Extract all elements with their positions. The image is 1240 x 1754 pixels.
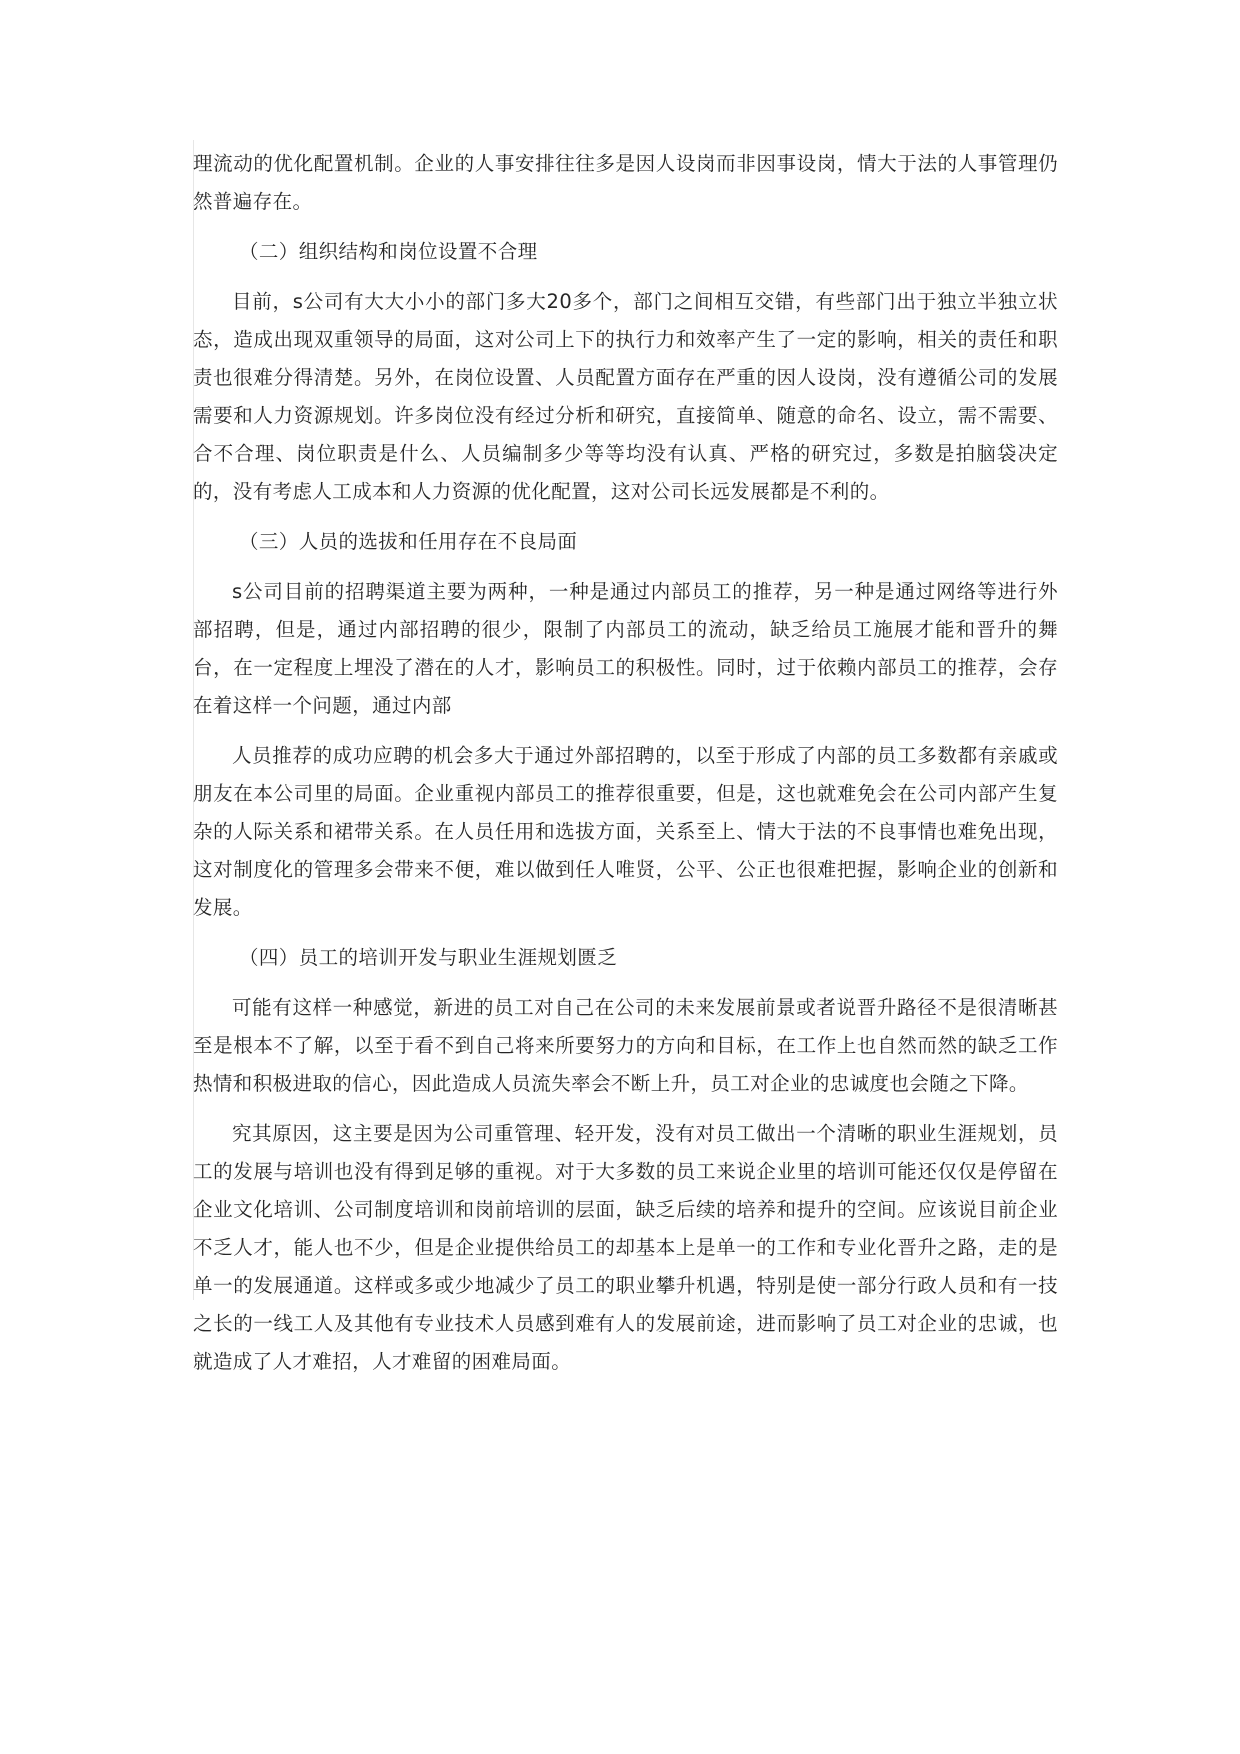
paragraph-intro-continuation: 理流动的优化配置机制。企业的人事安排往往多是因人设岗而非因事设岗，情大于法的人事管理仍然普遍存在。 [193,152,1058,213]
paragraph-org-structure: 目前，s公司有大大小小的部门多大20多个，部门之间相互交错，有些部门出于独立半独立状态，造成出现双重领导的局面，这对公司上下的执行力和效率产生了一定的影响，相关的责任和职责也很难分得清楚。另外，在岗位设置、人员配置方面存在严重的因人设岗，没有遵循公司的发展需要和人力资源规划。许多岗位没有经过分析和研究，直接简单、随意的命名、设立，需不需要、合不合理、岗位职责是什么、人员编制多少等等均没有认真、严格的研究过，多数是拍脑袋决定的，没有考虑人工成本和人力资源的优化配置，这对公司长远发展都是不利的。 [193,290,1058,503]
section-heading-training: （四）员工的培训开发与职业生涯规划匮乏 [239,946,618,969]
paragraph-career-outlook: 可能有这样一种感觉，新进的员工对自己在公司的未来发展前景或者说晋升路径不是很清晰甚至是根本不了解，以至于看不到自己将来所要努力的方向和目标，在工作上也自然而然的缺乏工作热情和积极进取的信心，因此造成人员流失率会不断上升，员工对企业的忠诚度也会随之下降。 [193,996,1058,1095]
section-heading-org-structure: （二）组织结构和岗位设置不合理 [239,240,538,263]
document-body [193,145,1058,1393]
paragraph-root-cause: 究其原因，这主要是因为公司重管理、轻开发，没有对员工做出一个清晰的职业生涯规划，员工的发展与培训也没有得到足够的重视。对于大多数的员工来说企业里的培训可能还仅仅是停留在企业文化培训、公司制度培训和岗前培训的层面，缺乏后续的培养和提升的空间。应该说目前企业不乏人才，能人也不少，但是企业提供给员工的却基本上是单一的工作和专业化晋升之路，走的是单一的发展通道。这样或多或少地减少了员工的职业攀升机遇，特别是使一部分行政人员和有一技之长的一线工人及其他有专业技术人员感到难有人的发展前途，进而影响了员工对企业的忠诚，也就造成了人才难招，人才难留的困难局面。 [193,1122,1058,1373]
paragraph-internal-referral: 人员推荐的成功应聘的机会多大于通过外部招聘的，以至于形成了内部的员工多数都有亲戚或朋友在本公司里的局面。企业重视内部员工的推荐很重要，但是，这也就难免会在公司内部产生复杂的人际关系和裙带关系。在人员任用和选拔方面，关系至上、情大于法的不良事情也难免出现，这对制度化的管理多会带来不便，难以做到任人唯贤，公平、公正也很难把握，影响企业的创新和发展。 [193,744,1058,919]
paragraph-recruitment: s公司目前的招聘渠道主要为两种，一种是通过内部员工的推荐，另一种是通过网络等进行外部招聘，但是，通过内部招聘的很少，限制了内部员工的流动，缺乏给员工施展才能和晋升的舞台，在一定程度上埋没了潜在的人才，影响员工的积极性。同时，过于依赖内部员工的推荐，会存在着这样一个问题，通过内部 [193,580,1058,717]
section-heading-selection: （三）人员的选拔和任用存在不良局面 [239,530,578,553]
